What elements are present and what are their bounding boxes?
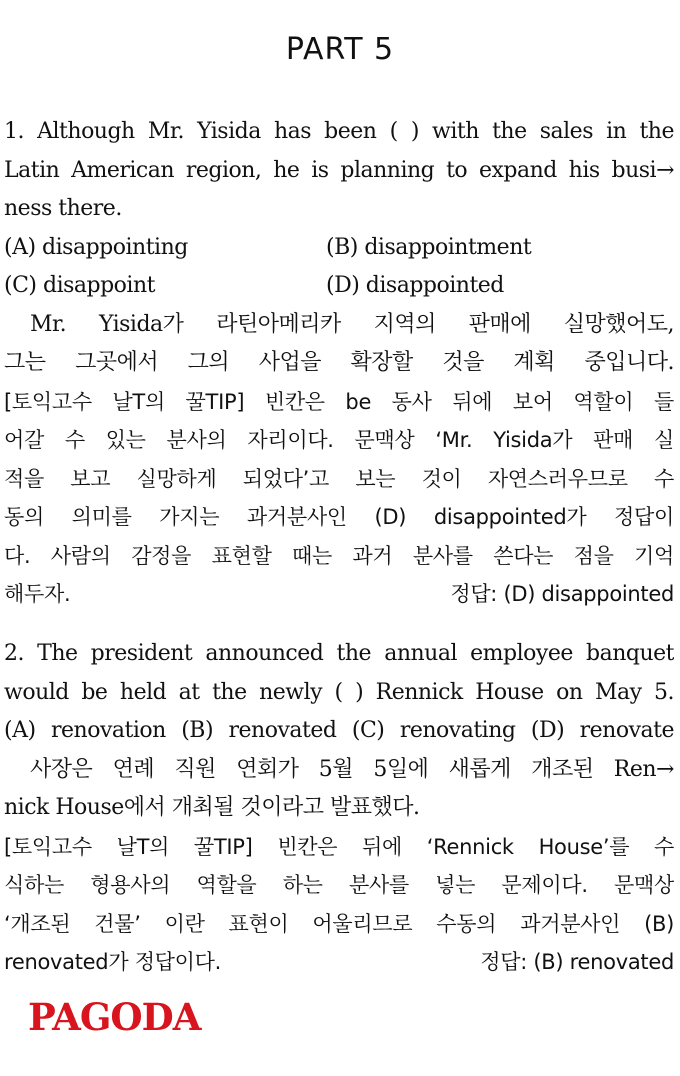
question-1-line-1: 1. Although Mr. Yisida has been ( ) with the sales in the <box>4 119 674 144</box>
question-2-options: (A) renovation (B) renovated (C) renovating (D) renovate <box>4 718 674 743</box>
question-1-options-row-2 <box>4 267 674 306</box>
question-2-tip-line-3: ‘개조된 건물’ 이란 표현이 어울리므로 수동의 과거분사인 (B) <box>4 911 674 936</box>
question-1-tip-line-5: 다. 사람의 감정을 표현할 때는 과거 분사를 쓴다는 점을 기억 <box>4 543 674 568</box>
question-1-answer: 정답: (D) disappointed <box>450 582 674 606</box>
question-1-tip-line-2: 어갈 수 있는 분사의 자리이다. 문맥상 ‘Mr. Yisida가 판매 실 <box>4 428 674 452</box>
pagoda-logo: PAGODA <box>28 995 201 1039</box>
question-1-line-2: Latin American region, he is planning to expand his busi→ <box>4 157 674 183</box>
question-2-tip-line-1: [토익고수 날T의 꿀TIP] 빈칸은 뒤에 ‘Rennick House’를 수 <box>4 834 674 859</box>
question-2-translation-line-2: nick House에서 개최될 것이라고 발표했다. <box>4 795 420 820</box>
question-1-tip-line-1: [토익고수 날T의 꿀TIP] 빈칸은 be 동사 뒤에 보어 역할이 들 <box>4 389 674 414</box>
option-d: (D) disappointed <box>326 273 504 298</box>
question-2 <box>4 635 674 982</box>
question-1 <box>4 113 674 614</box>
question-2-line-1: 2. The president announced the annual employee banquet <box>4 641 674 666</box>
option-c: (C) disappoint <box>4 273 155 298</box>
question-1-tip-last: 해두자. <box>4 582 71 606</box>
question-1-options-row-1 <box>4 229 674 268</box>
question-1-answer-row <box>4 575 674 614</box>
question-1-tip-line-4: 동의 의미를 가지는 과거분사인 (D) disappointed가 정답이 <box>4 505 674 529</box>
option-a: (A) disappointing <box>4 234 188 260</box>
option-b: (B) disappointment <box>326 234 532 260</box>
question-1-translation-line-1: Mr. Yisida가 라틴아메리카 지역의 판매에 실망했어도, <box>30 311 674 337</box>
question-2-answer-row <box>4 943 674 982</box>
question-2-translation-line-1: 사장은 연례 직원 연회가 5월 5일에 새롭게 개조된 Ren→ <box>30 756 674 782</box>
question-1-line-3: ness there. <box>4 196 122 221</box>
question-1-translation-line-2: 그는 그곳에서 그의 사업을 확장할 것을 계획 중입니다. <box>4 350 674 375</box>
question-2-answer: 정답: (B) renovated <box>480 950 674 974</box>
question-2-tip-line-2: 식하는 형용사의 역할을 하는 분사를 넣는 문제이다. 문맥상 <box>4 873 674 897</box>
question-1-tip-line-3: 적을 보고 실망하게 되었다’고 보는 것이 자연스러우므로 수 <box>4 466 674 491</box>
question-2-tip-last: renovated가 정답이다. <box>4 950 222 974</box>
page-title: PART 5 <box>285 32 395 67</box>
question-2-line-2: would be held at the newly ( ) Rennick House on May 5. <box>4 679 674 705</box>
